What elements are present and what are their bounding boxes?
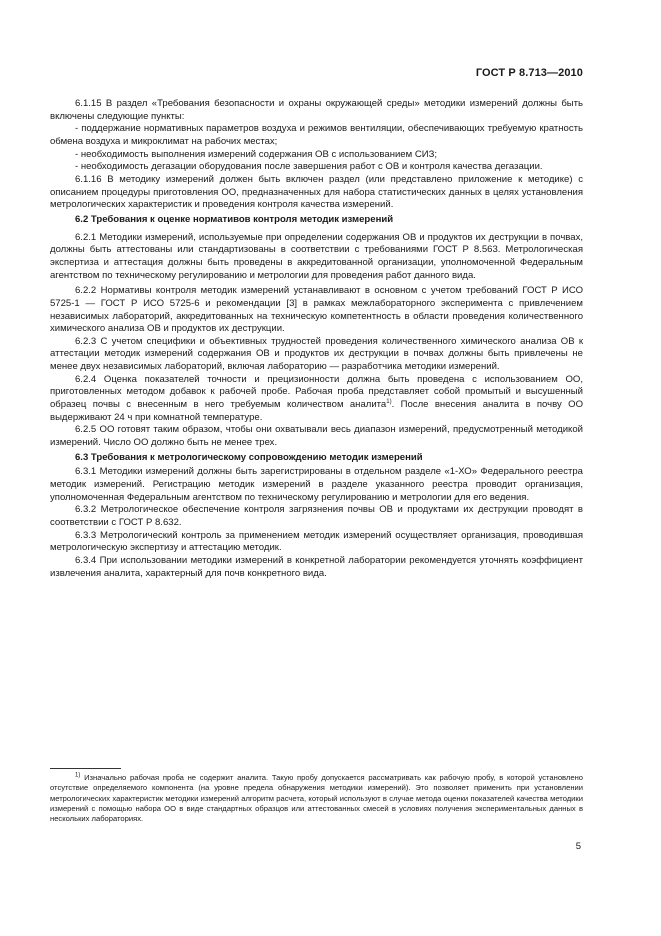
paragraph-6-3-1: 6.3.1 Методики измерений должны быть зарегистрированы в отдельном разделе «1-ХО» Федерального реестра методик измерений. Регистрацию методик измерений в разделе указанного реестра проводит организация, уполномоченная Федеральным агентством по техническому регулированию и метрологии для его ведения. <box>50 466 583 503</box>
main-content <box>50 98 583 580</box>
paragraph-6-1-16: 6.1.16 В методику измерений должен быть включен раздел (или представлено приложение к методике) с описанием процедуры приготовления ОО, предназначенных для набора статистических данных в целях установления метрологических характеристик и проведения контроля качества измерений. <box>50 173 583 211</box>
paragraph-6-1-15: 6.1.15 В раздел «Требования безопасности и охраны окружающей среды» методики измерений должны быть включены следующие пункты: <box>50 98 583 122</box>
document-header: ГОСТ Р 8.713—2010 <box>475 67 583 79</box>
paragraph-6-3-4: 6.3.4 При использовании методики измерений в конкретной лаборатории рекомендуется уточнять коэффициент извлечения аналита, характерный для почв конкретного вида. <box>50 554 583 579</box>
section-heading-6-3: 6.3 Требования к метрологическому сопровождению методик измерений <box>75 451 423 463</box>
list-item: - поддержание нормативных параметров воздуха и режимов вентиляции, обеспечивающих требуемую кратность обмена воздуха и микроклимат на рабочих местах; <box>50 123 583 147</box>
footnote-divider <box>50 768 121 769</box>
footnote-mark: 1) <box>75 772 81 779</box>
paragraph-6-2-4-part2: . После внесения аналита в почву ОО выдерживают 24 ч при комнатной температуре. <box>50 399 583 423</box>
paragraph-6-2-5: 6.2.5 ОО готовят таким образом, чтобы они охватывали весь диапазон измерений, предусмотренный методикой измерений. Число ОО должно быть не менее трех. <box>50 424 583 449</box>
list-item: - необходимость дегазации оборудования после завершения работ с ОВ и контроля качества дегазации. <box>75 161 543 173</box>
page-number: 5 <box>575 841 581 852</box>
paragraph-6-2-1: 6.2.1 Методики измерений, используемые при определении содержания ОВ и продуктов их деструкции в почвах, должны быть аттестованы или стандартизованы в соответствии с требованиями ГОСТ Р 8.563. Метрологическая экспертиза и аттестация должны быть проведены в аккредитованной организации, уполномоченной Федеральным агентством по техническому регулированию и метрологии для проведения работ данного вида. <box>50 231 583 281</box>
footnote <box>50 773 583 824</box>
footnote-text: Изначально рабочая проба не содержит аналита. Такую пробу допускается рассматривать как рабочую пробу, в которой установлено отсутствие определяемого компонента (на уровне предела обнаружения методики измерений). Это позволяет применить при установлении метрологических характеристик методики измерений алгоритм расчета, который используют в случае метода оценки показателей качества методики измерений с помощью набора ОО в виде стандартных образцов или аттестованных смесей в условиях получения экспериментальных данных в нескольких лабораториях. <box>50 773 583 824</box>
section-heading-6-2: 6.2 Требования к оценке нормативов контроля методик измерений <box>75 213 394 225</box>
paragraph-6-2-4-part1: 6.2.4 Оценка показателей точности и прецизионности должна быть проведена с использованием ОО, приготовленных методом добавок к рабочей пробе. Рабочая проба представляет собой промытый и высушенный образец почвы с внесенным в него требуемым количеством аналита <box>50 373 583 411</box>
paragraph-6-3-3: 6.3.3 Метрологический контроль за применением методик измерений осуществляет организация, проводившая метрологическую экспертизу и аттестацию методик. <box>50 529 583 554</box>
list-item: - необходимость выполнения измерений содержания ОВ с использованием СИЗ; <box>75 148 438 160</box>
paragraph-6-2-2: 6.2.2 Нормативы контроля методик измерений устанавливают в основном с учетом требований ГОСТ Р ИСО 5725-1 — ГОСТ Р ИСО 5725-6 и рекомендации [3] в рамках межлабораторного эксперимента с привлечением независимых лабораторий, аккредитованных на техническую компетентность в области проведения количественного химического анализа ОВ и продуктов их деструкции. <box>50 285 583 335</box>
paragraph-6-2-4 <box>50 374 583 425</box>
paragraph-6-2-3: 6.2.3 С учетом специфики и объективных трудностей проведения количественного химического анализа ОВ к аттестации методик измерений содержания ОВ и продуктов их деструкции в почвах должны быть привлечены не менее двух независимых лабораторий, включая лабораторию — разработчика методики измерений. <box>50 335 583 373</box>
paragraph-6-3-2: 6.3.2 Метрологическое обеспечение контроля загрязнения почвы ОВ и продуктами их деструкции проводят в соответствии с ГОСТ Р 8.632. <box>50 504 583 528</box>
footnote-reference: 1) <box>386 398 392 405</box>
